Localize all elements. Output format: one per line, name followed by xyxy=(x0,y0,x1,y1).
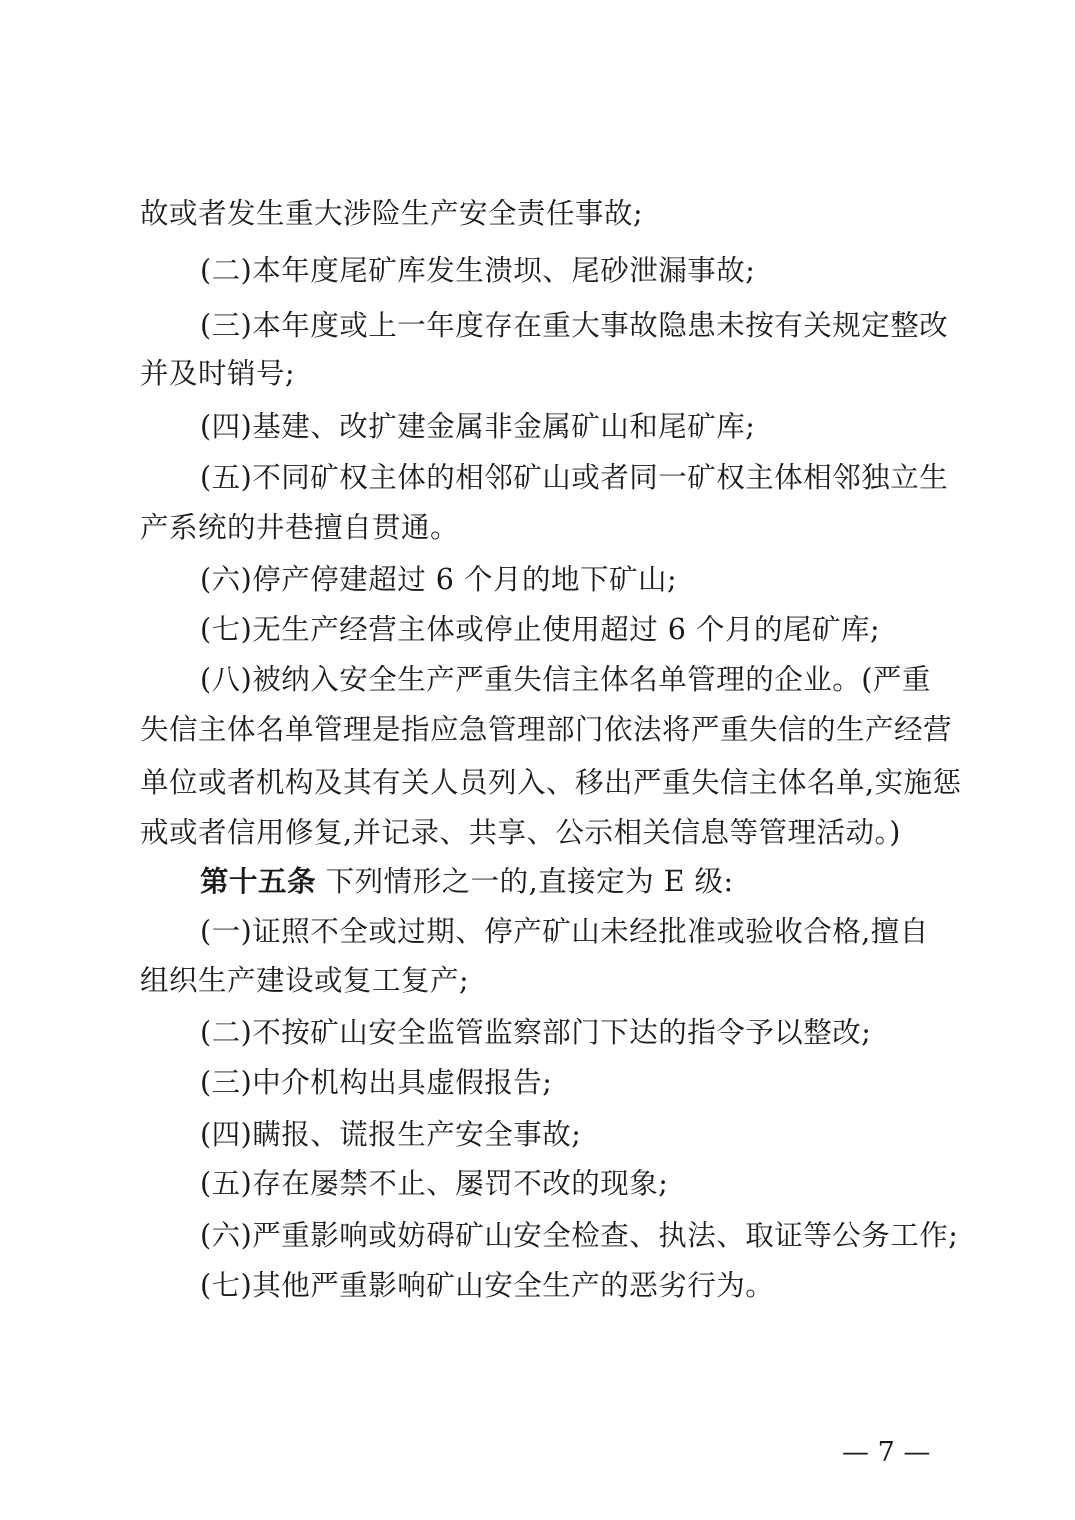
list-item-5-continued: 产系统的井巷擅自贯通。 xyxy=(140,511,460,544)
list-item-8: (八)被纳入安全生产严重失信主体名单管理的企业。(严重 xyxy=(200,663,931,696)
list-item-2: (二)本年度尾矿库发生溃坝、尾砂泄漏事故; xyxy=(200,254,756,287)
article-heading xyxy=(200,864,940,900)
article-label: 第十五条 xyxy=(200,865,317,898)
list-item-8-continued: 失信主体名单管理是指应急管理部门依法将严重失信的生产经营 xyxy=(140,713,953,746)
list-item-5: (五)不同矿权主体的相邻矿山或者同一矿权主体相邻独立生 xyxy=(200,461,949,494)
article-item-2: (二)不按矿山安全监管监察部门下达的指令予以整改; xyxy=(200,1016,872,1049)
article-item-5: (五)存在屡禁不止、屡罚不改的现象; xyxy=(200,1167,669,1200)
list-item-8-continued: 戒或者信用修复,并记录、共享、公示相关信息等管理活动。) xyxy=(140,816,901,849)
article-text: 下列情形之一的,直接定为 E 级: xyxy=(325,865,734,898)
list-item-3: (三)本年度或上一年度存在重大事故隐患未按有关规定整改 xyxy=(200,309,949,342)
article-item-1: (一)证照不全或过期、停产矿山未经批准或验收合格,擅自 xyxy=(200,915,929,948)
list-item-6: (六)停产停建超过 6 个月的地下矿山; xyxy=(200,563,678,596)
article-item-1-continued: 组织生产建设或复工复产; xyxy=(140,964,470,997)
article-item-4: (四)瞒报、谎报生产安全事故; xyxy=(200,1118,582,1151)
article-item-7: (七)其他严重影响矿山安全生产的恶劣行为。 xyxy=(200,1269,775,1302)
page-number: — 7 — xyxy=(842,1437,931,1468)
article-item-6: (六)严重影响或妨碍矿山安全检查、执法、取证等公务工作; xyxy=(200,1219,959,1252)
list-item-7: (七)无生产经营主体或停止使用超过 6 个月的尾矿库; xyxy=(200,613,881,646)
article-item-3: (三)中介机构出具虚假报告; xyxy=(200,1066,553,1099)
list-item-8-continued: 单位或者机构及其有关人员列入、移出严重失信主体名单,实施惩 xyxy=(140,766,962,799)
list-item-3-continued: 并及时销号; xyxy=(140,357,296,390)
list-item-4: (四)基建、改扩建金属非金属矿山和尾矿库; xyxy=(200,410,756,443)
paragraph-line: 故或者发生重大涉险生产安全责任事故; xyxy=(140,197,644,230)
